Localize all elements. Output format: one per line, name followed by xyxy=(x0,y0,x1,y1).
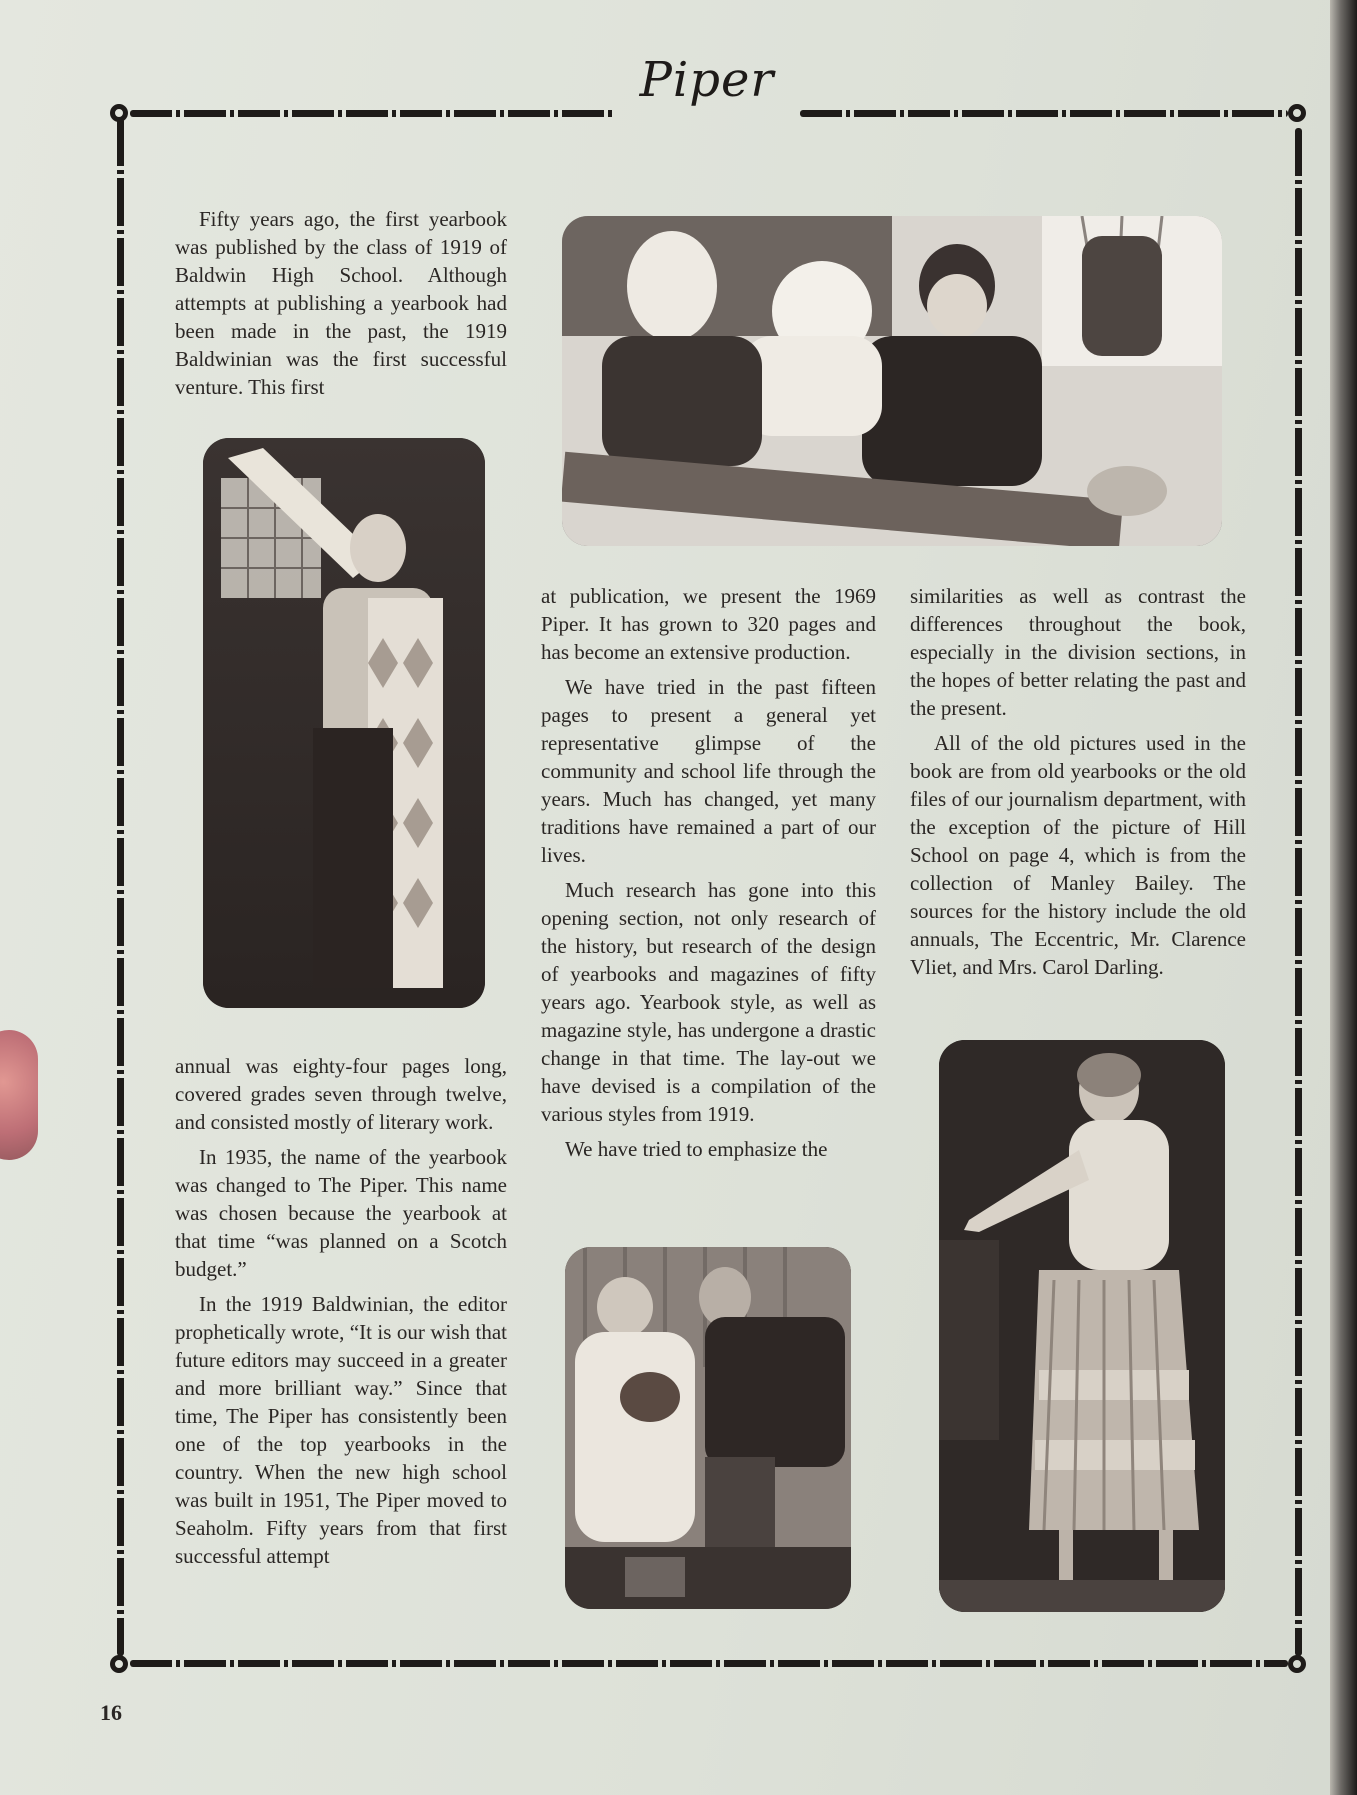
border-left xyxy=(117,118,124,1656)
photo-costume-figure xyxy=(203,438,485,1008)
page-number: 16 xyxy=(100,1700,122,1725)
thumb-edge xyxy=(0,1030,38,1160)
border-bottom xyxy=(130,1660,1288,1667)
paragraph: Much research has gone into this opening section, not only research of the history, but research of the design of yearbooks and magazines of fifty years ago. Yearbook style, as well as magazine style, has undergone a drastic change in that time. The lay-out we have devised is a compilation of the various styles from 1919. xyxy=(541,878,876,1126)
photo-dancing-woman xyxy=(939,1040,1225,1612)
masthead-title: Piper xyxy=(639,52,775,108)
border-top-left xyxy=(130,110,615,117)
photo-costume-figure-image xyxy=(203,438,485,1008)
photo-dancing-woman-image xyxy=(939,1040,1225,1612)
column-left-top xyxy=(175,205,507,408)
photo-sledding-group xyxy=(562,216,1222,546)
photo-sledding-group-image xyxy=(562,216,1222,546)
column-left-bottom xyxy=(175,1052,507,1577)
border-corner-br xyxy=(1288,1655,1306,1673)
book-spine xyxy=(1330,0,1357,1795)
paragraph: Fifty years ago, the first yearbook was published by the class of 1919 of Baldwin High School. Although attempts at publishing a yearbook had been made in the past, the 1919 Baldwinian was the first successful venture. This first xyxy=(175,207,507,399)
column-middle xyxy=(541,582,876,1170)
paragraph: We have tried to emphasize the xyxy=(565,1137,828,1161)
photo-couple-scene xyxy=(565,1247,851,1609)
border-right xyxy=(1295,128,1302,1656)
border-corner-tl xyxy=(110,104,128,122)
paragraph: We have tried in the past fifteen pages to present a general yet representative glimpse of the community and school life through the years. Much has changed, yet many traditions have remained a part of our lives. xyxy=(541,675,876,867)
border-corner-bl xyxy=(110,1655,128,1673)
paragraph: All of the old pictures used in the book are from old yearbooks or the old files of our journalism department, with the exception of the picture of Hill School on page 4, which is from the collection of Manley Bailey. The sources for the history include the old annuals, The Eccentric, Mr. Clarence Vliet, and Mrs. Carol Darling. xyxy=(910,731,1246,979)
border-corner-tr xyxy=(1288,104,1306,122)
paragraph: similarities as well as contrast the differences throughout the book, especially in the division sections, in the hopes of better relating the past and the present. xyxy=(910,584,1246,720)
paragraph: In the 1919 Baldwinian, the editor prophetically wrote, “It is our wish that future editors may succeed in a greater and more brilliant way.” Since that time, The Piper has consistently been one of the top yearbooks in the country. When the new high school was built in 1951, The Piper moved to Seaholm. Fifty years from that first successful attempt xyxy=(175,1292,507,1568)
photo-couple-scene-image xyxy=(565,1247,851,1609)
border-top-right xyxy=(800,110,1288,117)
paragraph: In 1935, the name of the yearbook was changed to The Piper. This name was chosen because the yearbook at that time “was planned on a Scotch budget.” xyxy=(175,1145,507,1281)
paragraph: at publication, we present the 1969 Piper. It has grown to 320 pages and has become an extensive production. xyxy=(541,584,876,664)
paragraph: annual was eighty-four pages long, covered grades seven through twelve, and consisted mostly of literary work. xyxy=(175,1054,507,1134)
column-right xyxy=(910,582,1246,988)
